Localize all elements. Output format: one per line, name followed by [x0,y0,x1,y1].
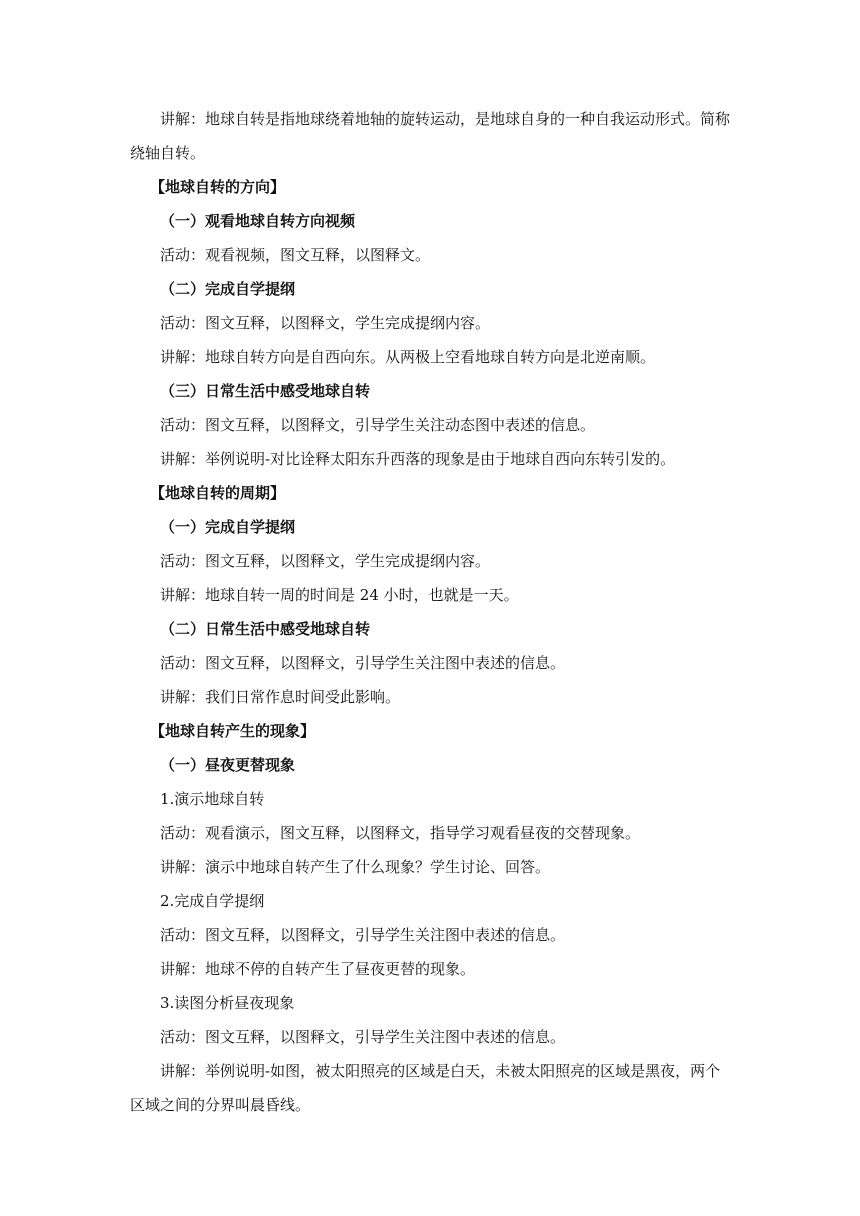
paragraph-line: 讲解：地球自转是指地球绕着地轴的旋转运动，是地球自身的一种自我运动形式。简称 [160,110,731,128]
subsection-heading: （二）完成自学提纲 [160,280,296,298]
document-body [130,102,736,1122]
subsection-heading: （一）完成自学提纲 [160,518,296,536]
paragraph-line: 讲解：地球不停的自转产生了昼夜更替的现象。 [160,960,476,978]
subsection-heading: （三）日常生活中感受地球自转 [160,382,371,400]
paragraph-continuation: 绕轴自转。 [130,144,206,162]
paragraph-line: 活动：图文互释，以图释文，引导学生关注图中表述的信息。 [160,654,566,672]
paragraph-line: 活动：图文互释，以图释文，引导学生关注动态图中表述的信息。 [160,416,596,434]
section-heading: 【地球自转产生的现象】 [150,722,316,740]
paragraph-line: 2.完成自学提纲 [160,892,265,910]
paragraph-line: 讲解：举例说明-如图，被太阳照亮的区域是白天，未被太阳照亮的区域是黑夜，两个 [160,1062,721,1080]
paragraph-line: 活动：图文互释，以图释文，学生完成提纲内容。 [160,314,491,332]
paragraph-line: 讲解：演示中地球自转产生了什么现象？学生讨论、回答。 [160,858,551,876]
subsection-heading: （一）昼夜更替现象 [160,756,296,774]
paragraph-line: 活动：图文互释，以图释文，学生完成提纲内容。 [160,552,491,570]
section-heading: 【地球自转的方向】 [150,178,286,196]
paragraph-line: 活动：图文互释，以图释文，引导学生关注图中表述的信息。 [160,1028,566,1046]
paragraph-line: 1.演示地球自转 [160,790,265,808]
paragraph-continuation: 区域之间的分界叫晨昏线。 [130,1096,311,1114]
paragraph-line: 活动：观看视频，图文互释，以图释文。 [160,246,431,264]
subsection-heading: （一）观看地球自转方向视频 [160,212,356,230]
paragraph-line: 3.读图分析昼夜现象 [160,994,295,1012]
paragraph-line: 活动：观看演示，图文互释，以图释文，指导学习观看昼夜的交替现象。 [160,824,641,842]
paragraph-line: 讲解：我们日常作息时间受此影响。 [160,688,401,706]
paragraph-line: 讲解：举例说明-对比诠释太阳东升西落的现象是由于地球自西向东转引发的。 [160,450,676,468]
paragraph-line: 讲解：地球自转方向是自西向东。从两极上空看地球自转方向是北逆南顺。 [160,348,656,366]
section-heading: 【地球自转的周期】 [150,484,286,502]
subsection-heading: （二）日常生活中感受地球自转 [160,620,371,638]
paragraph-line: 讲解：地球自转一周的时间是 24 小时，也就是一天。 [160,586,519,604]
paragraph-line: 活动：图文互释，以图释文，引导学生关注图中表述的信息。 [160,926,566,944]
